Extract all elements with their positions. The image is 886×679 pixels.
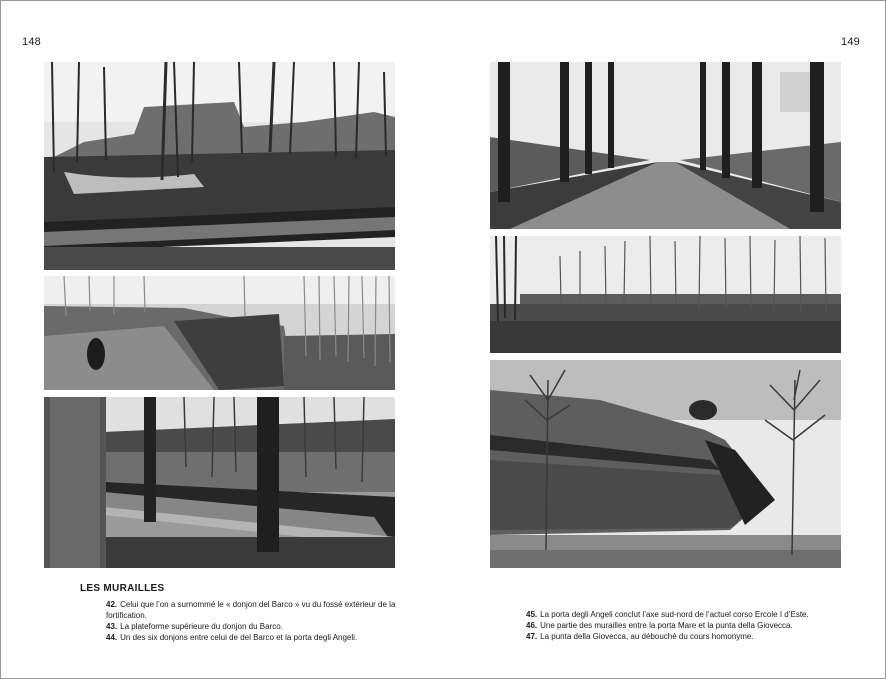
photo-porta-degli-angeli — [490, 62, 841, 229]
page-number-left: 148 — [22, 36, 41, 48]
caption-number: 43. — [106, 622, 118, 631]
caption-text: La plateforme supérieure du donjon du Barco. — [120, 622, 283, 631]
photo-punta-della-giovecca — [490, 360, 841, 568]
photo-donjon-del-barco-moat — [44, 62, 395, 270]
caption-number: 46. — [526, 621, 538, 630]
caption-number: 45. — [526, 610, 538, 619]
caption-47 — [526, 631, 846, 642]
photo-murailles-porta-mare — [490, 236, 841, 353]
caption-number: 47. — [526, 632, 538, 641]
caption-text: La porta degli Angeli conclut l’axe sud-nord de l’actuel corso Ercole I d’Este. — [540, 610, 809, 619]
caption-number: 44. — [106, 633, 118, 642]
caption-text: Celui que l’on a surnommé le « donjon del Barco » vu du fossé extérieur de la fortification. — [106, 600, 396, 620]
caption-text: Un des six donjons entre celui de del Barco et la porta degli Angeli. — [120, 633, 358, 642]
caption-44 — [106, 632, 396, 643]
photo-donjon-platform — [44, 276, 395, 390]
section-title: LES MURAILLES — [80, 583, 165, 594]
captions-right — [526, 609, 846, 642]
photo-six-donjons — [44, 397, 395, 568]
caption-text: La punta della Giovecca, au débouché du cours homonyme. — [540, 632, 754, 641]
page-number-right: 149 — [841, 36, 860, 48]
caption-42 — [106, 599, 396, 621]
caption-number: 42. — [106, 600, 118, 609]
captions-left — [106, 599, 396, 643]
caption-45 — [526, 609, 846, 620]
caption-46 — [526, 620, 846, 631]
caption-text: Une partie des murailles entre la porta Mare et la punta della Giovecca. — [540, 621, 793, 630]
caption-43 — [106, 621, 396, 632]
